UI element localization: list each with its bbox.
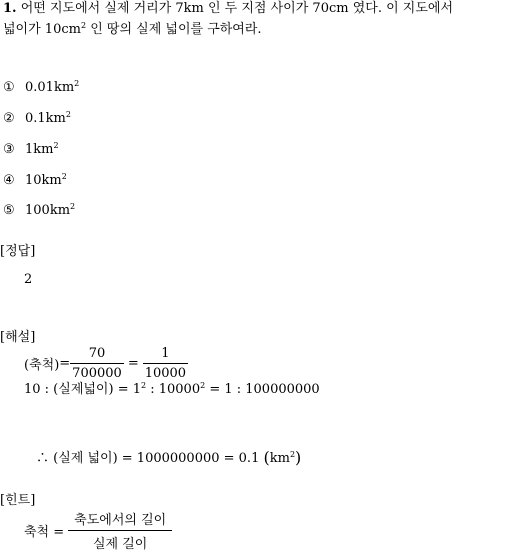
choice-3-mark: ③ [3, 142, 15, 157]
choice-5-mark: ⑤ [3, 203, 15, 218]
choice-5[interactable] [3, 203, 75, 219]
question-number: 1. [3, 1, 17, 16]
choice-5-sup: 2 [70, 202, 76, 211]
explanation-title: [해설] [0, 330, 36, 345]
choice-4-value: 10km [25, 173, 62, 188]
result-equation [36, 450, 301, 467]
result-paren-close: ) [295, 448, 302, 467]
fraction-2-numerator: 1 [143, 346, 188, 364]
question-sup: 2 [80, 21, 87, 30]
question-text-2a: 넓이가 10cm [3, 22, 81, 37]
choice-1-sup: 2 [74, 79, 80, 88]
hint-formula [24, 511, 172, 552]
ratio-part-a: 10 : (실제넓이) = 1 [24, 382, 141, 397]
result-unit: km [269, 451, 290, 466]
choice-3-sup: 2 [53, 141, 59, 150]
answer-title: [정답] [0, 244, 36, 259]
choice-1-value: 0.01km [25, 80, 75, 95]
scale-equation [24, 345, 188, 381]
choice-4[interactable] [3, 173, 67, 189]
choice-3-value: 1km [25, 142, 54, 157]
choice-5-value: 100km [25, 203, 71, 218]
hint-numerator: 축도에서의 길이 [68, 509, 172, 531]
hint-title: [힌트] [0, 493, 36, 508]
choice-4-sup: 2 [61, 172, 67, 181]
scale-eq-2: = [127, 355, 139, 371]
result-paren-open: ( [263, 448, 270, 467]
scale-label: (축척) [24, 357, 60, 373]
hint-fraction [68, 509, 172, 552]
choice-1-mark: ① [3, 80, 15, 95]
ratio-part-b: : 10000 [146, 382, 201, 397]
fraction-1-denominator: 700000 [72, 365, 122, 381]
ratio-equation [24, 382, 320, 398]
choice-3[interactable] [3, 142, 59, 158]
choice-2-sup: 2 [65, 110, 71, 119]
fraction-1-10000 [143, 346, 188, 381]
question-line-2 [3, 22, 262, 38]
choice-4-mark: ④ [3, 173, 15, 188]
question-text-1: 어떤 지도에서 실제 거리가 7km 인 두 지점 사이가 70cm 였다. 이 지도에서 [20, 1, 454, 16]
fraction-1-numerator: 70 [70, 346, 124, 364]
ratio-part-c: = 1 : 100000000 [205, 382, 320, 397]
result-text: ∴ (실제 넓이) = 1000000000 = 0.1 [36, 451, 264, 466]
ratio-sup-1: 2 [141, 381, 147, 390]
hint-label: 축척 = [24, 524, 65, 540]
scale-eq-1: = [59, 355, 71, 371]
fraction-70-700000 [70, 346, 124, 381]
fraction-2-denominator: 10000 [144, 365, 187, 381]
choice-2[interactable] [3, 111, 71, 127]
choice-2-mark: ② [3, 111, 15, 126]
answer-value: 2 [24, 272, 33, 287]
ratio-sup-2: 2 [200, 381, 206, 390]
hint-denominator: 실제 길이 [92, 536, 148, 552]
question-text-2b: 인 땅의 실제 넓이를 구하여라. [86, 22, 262, 37]
choice-1[interactable] [3, 80, 79, 96]
result-sup: 2 [289, 450, 296, 459]
choice-2-value: 0.1km [25, 111, 66, 126]
question-line-1 [3, 1, 453, 17]
